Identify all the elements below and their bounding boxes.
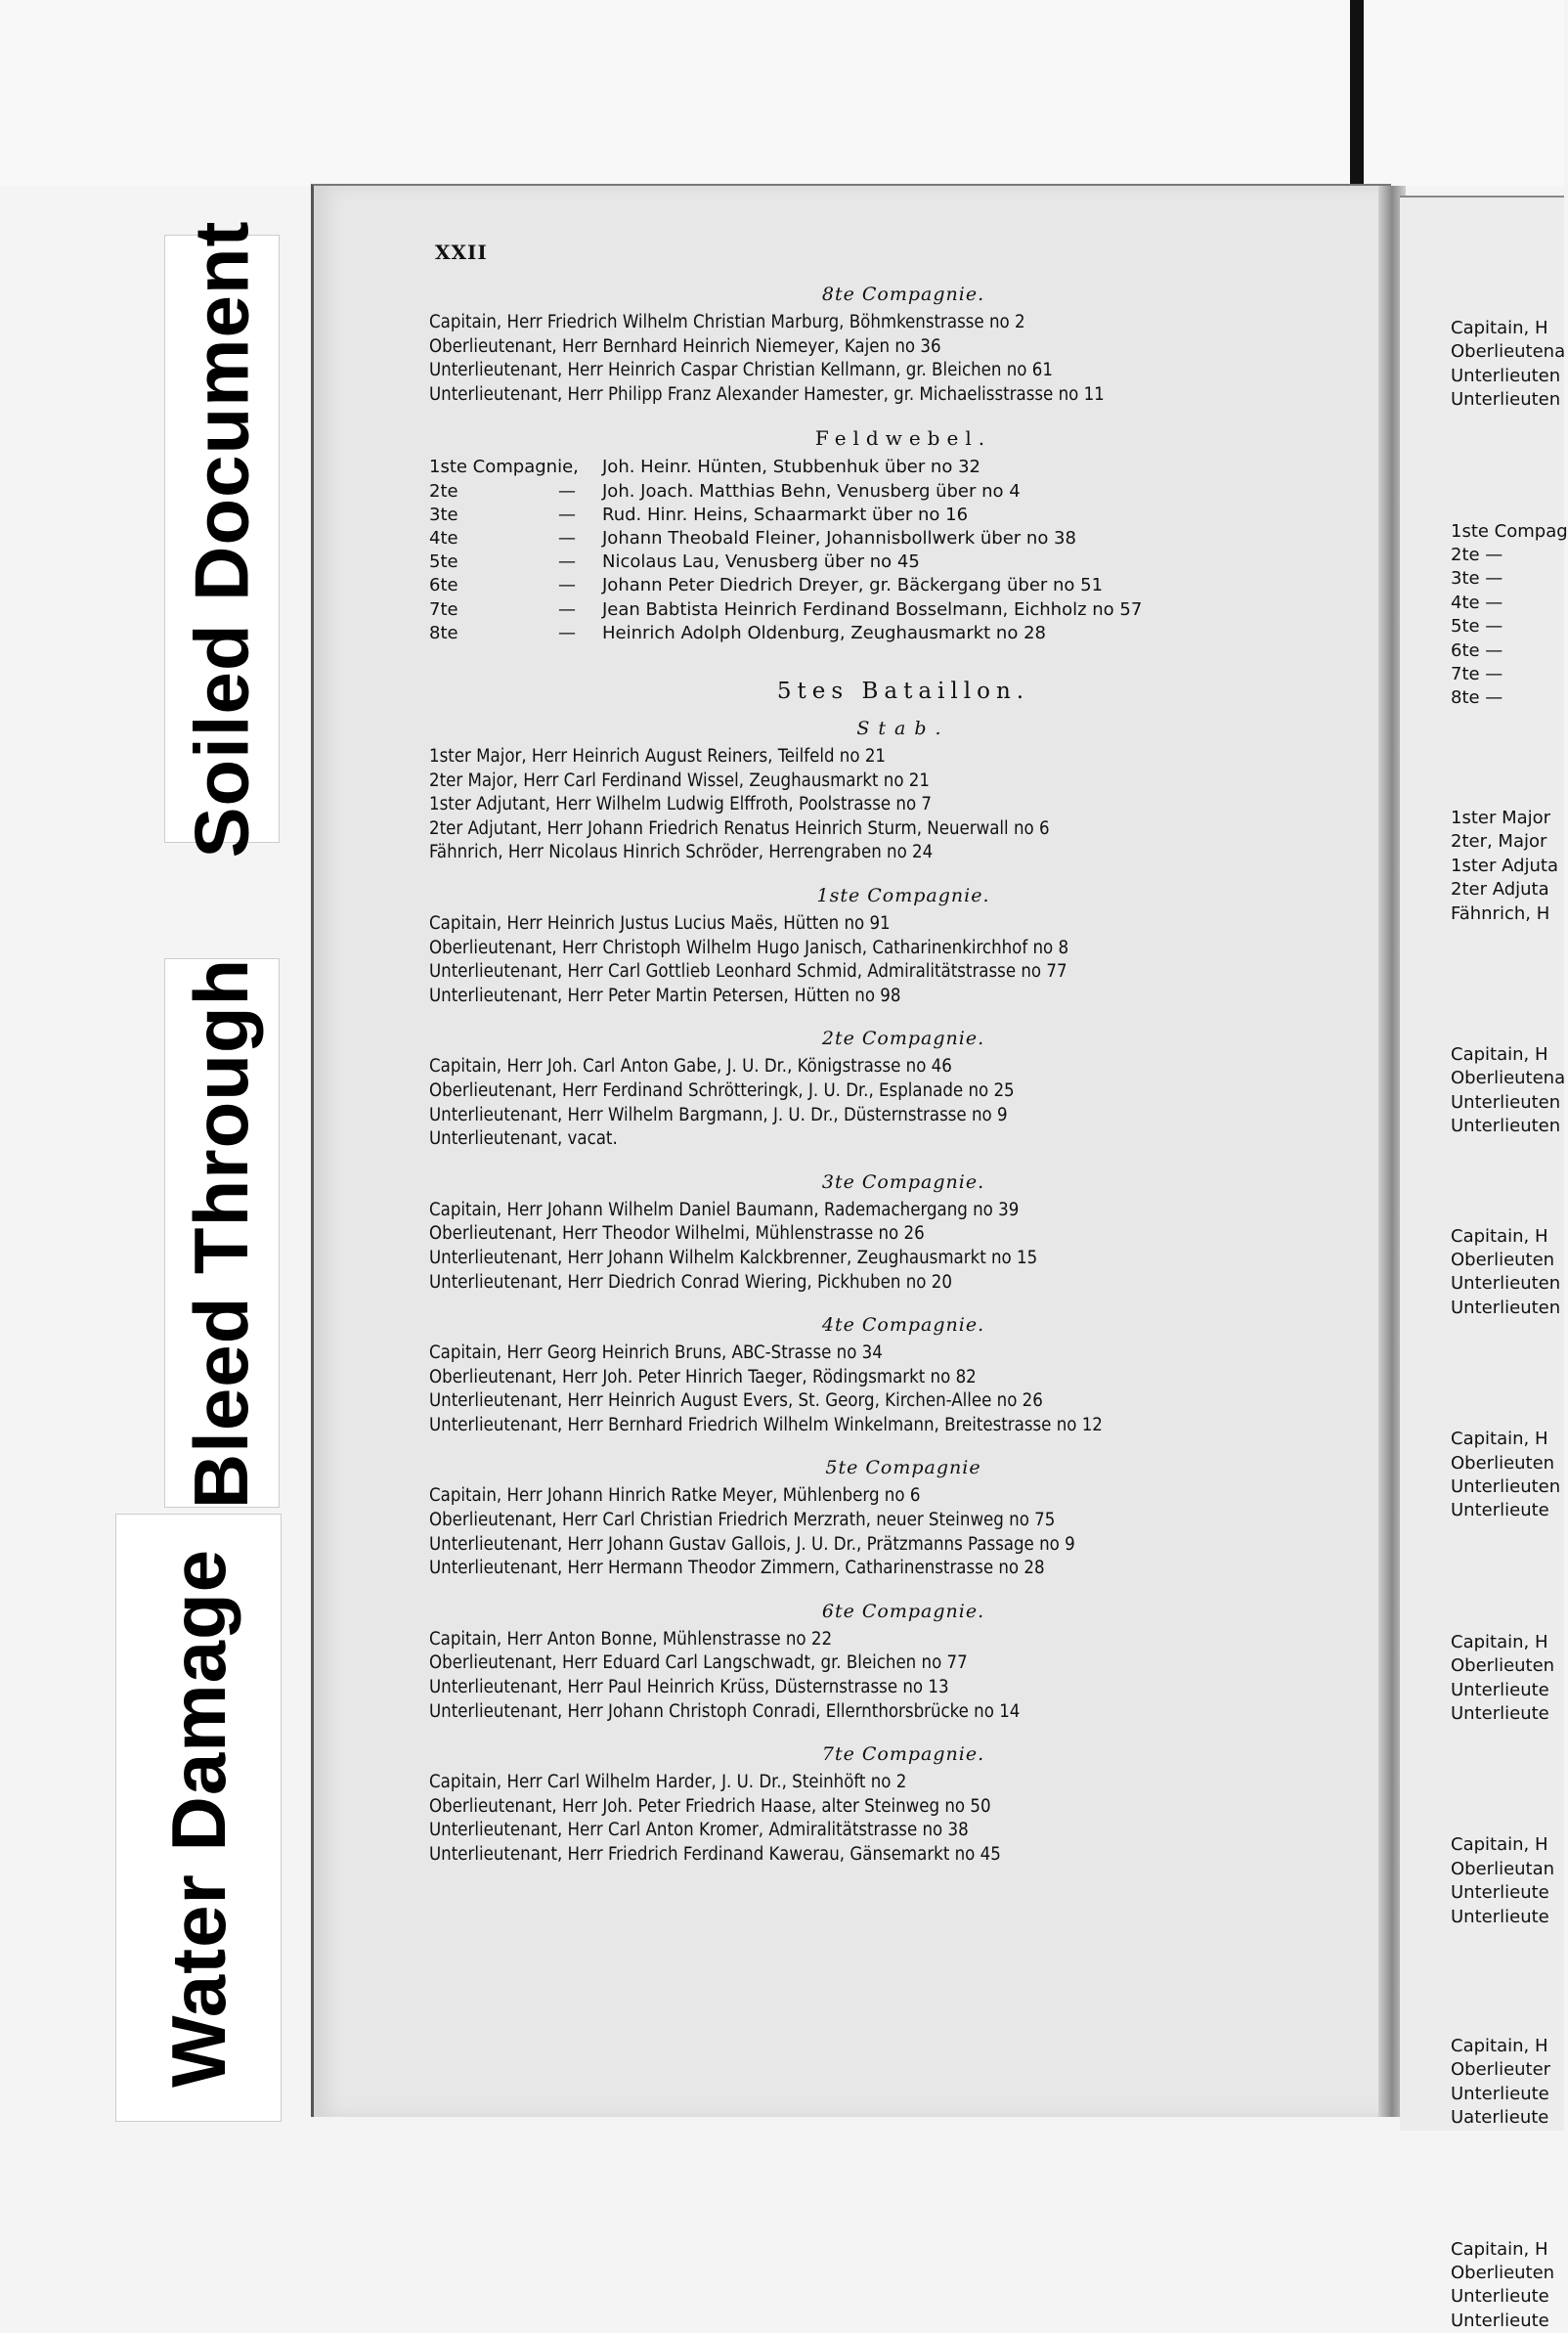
facing-page-line: Capitain, H (1451, 2238, 1548, 2260)
feldwebel-row (429, 504, 1377, 527)
staff-block (429, 718, 1377, 865)
label-bleed-text: Bleed Through (178, 957, 265, 1509)
feldwebel-company: 7te (429, 598, 458, 620)
officer-line: Oberlieutenant, Herr Ferdinand Schrötteringk, J. U. Dr., Esplanade no 25 (429, 1079, 1015, 1101)
facing-page-group (1400, 1833, 1568, 1929)
officer-line: Unterlieutenant, Herr Johann Christoph Conradi, Ellernthorsbrücke no 14 (429, 1700, 1021, 1722)
facing-page-line: 6te — (1451, 639, 1503, 661)
facing-page-line: Unterlieute (1451, 1906, 1549, 1927)
officer-line: Capitain, Herr Georg Heinrich Bruns, ABC-Strasse no 34 (429, 1343, 883, 1364)
facing-page-group (1400, 2238, 1568, 2333)
officer-line: Capitain, Herr Johann Hinrich Ratke Meyer, Mühlenberg no 6 (429, 1485, 921, 1507)
facing-page-line: Oberlieutan (1451, 1858, 1555, 1879)
facing-page-line: Capitain, H (1451, 1429, 1548, 1450)
facing-page-line: Capitain, H (1451, 1834, 1548, 1856)
facing-page-line: Oberlieutena (1451, 341, 1566, 363)
facing-page-line: Oberlieuten (1451, 1452, 1555, 1474)
facing-page-line: 1ster Adjuta (1451, 855, 1559, 876)
facing-page-group (1400, 1428, 1568, 1523)
officer-line: Oberlieutenant, Herr Eduard Carl Langschwadt, gr. Bleichen no 77 (429, 1652, 968, 1674)
facing-page-line: Unterlieuten (1451, 1475, 1561, 1497)
label-soiled-text: Soiled Document (178, 219, 265, 858)
feldwebel-company: 5te (429, 551, 458, 573)
facing-page-line: 1ste Compag (1451, 520, 1568, 542)
company-title: 4te Compagnie. (821, 1314, 985, 1337)
officer-line: Unterlieutenant, Herr Friedrich Ferdinand Kawerau, Gänsemarkt no 45 (429, 1844, 1001, 1865)
facing-page-line: Capitain, H (1451, 2036, 1548, 2057)
officer-line: Unterlieutenant, Herr Carl Gottlieb Leonhard Schmid, Admiralitätstrasse no 77 (429, 961, 1067, 983)
company-title: 6te Compagnie. (821, 1600, 985, 1622)
facing-page-line: 8te — (1451, 687, 1503, 709)
facing-page-group (1400, 1631, 1568, 1727)
feldwebel-dash: — (558, 480, 576, 502)
company-title: 8te Compagnie. (821, 284, 985, 305)
facing-page-line: Unterlieute (1451, 1703, 1549, 1724)
top-margin (0, 0, 1564, 186)
feldwebel-name: Jean Babtista Heinrich Ferdinand Bosselmann, Eichholz no 57 (602, 598, 1143, 620)
officer-line: Unterlieutenant, Herr Wilhelm Bargmann, J. U. Dr., Düsternstrasse no 9 (429, 1104, 1008, 1125)
facing-page-line: 2ter Adjuta (1451, 879, 1549, 901)
facing-page-line: Uaterlieute (1451, 2107, 1549, 2129)
feldwebel-company: 6te (429, 575, 458, 596)
feldwebel-company: 1ste Compagnie, (429, 457, 579, 478)
facing-page-group (1400, 1043, 1568, 1139)
officer-list (429, 311, 1377, 407)
company-block (429, 284, 1377, 407)
feldwebel-company: 3te (429, 504, 458, 525)
companies (429, 885, 1377, 1868)
officer-line: Unterlieutenant, Herr Carl Anton Kromer, Admiralitätstrasse no 38 (429, 1820, 969, 1841)
facing-page-line: Unterlieuten (1451, 1091, 1561, 1113)
company-block (429, 1457, 1377, 1580)
officer-line: Unterlieutenant, Herr Paul Heinrich Krüss, Düsternstrasse no 13 (429, 1677, 949, 1698)
feldwebel-row (429, 527, 1377, 550)
officer-line: Capitain, Herr Joh. Carl Anton Gabe, J. U. Dr., Königstrasse no 46 (429, 1056, 952, 1078)
staff-line: 2ter Adjutant, Herr Johann Friedrich Renatus Heinrich Sturm, Neuerwall no 6 (429, 817, 1050, 839)
page-content (429, 237, 1377, 1887)
facing-page-line: 2te — (1451, 545, 1503, 566)
battalion-title: 5tes Bataillon. (776, 679, 1030, 704)
feldwebel-name: Heinrich Adolph Oldenburg, Zeughausmarkt no 28 (602, 622, 1046, 643)
feldwebel-name: Rud. Hinr. Heins, Schaarmarkt über no 16 (602, 504, 969, 525)
officer-line: Capitain, Herr Anton Bonne, Mühlenstrasse no 22 (429, 1628, 833, 1650)
facing-page-line: Oberlieutena (1451, 1068, 1566, 1089)
staff-title: Stab. (856, 718, 950, 739)
feldwebel-dash: — (558, 551, 576, 573)
binding-edge-line (1350, 0, 1364, 210)
label-water-text: Water Damage (154, 1548, 241, 2088)
facing-page-line: Fähnrich, H (1451, 902, 1550, 924)
facing-page-group (1400, 807, 1568, 926)
facing-page-line: Oberlieuten (1451, 2263, 1555, 2284)
feldwebel-name: Joh. Heinr. Hünten, Stubbenhuk über no 32 (602, 457, 980, 478)
staff-list (429, 745, 1377, 865)
officer-line: Capitain, Herr Friedrich Wilhelm Christian Marburg, Böhmkenstrasse no 2 (429, 312, 1025, 332)
staff-line: 1ster Adjutant, Herr Wilhelm Ludwig Elffroth, Poolstrasse no 7 (429, 794, 933, 815)
officer-line: Unterlieutenant, vacat. (429, 1128, 618, 1150)
feldwebel-name: Nicolaus Lau, Venusberg über no 45 (602, 551, 920, 573)
page-number: XXII (435, 241, 488, 264)
feldwebel-company: 2te (429, 480, 458, 502)
feldwebel-row (429, 456, 1377, 479)
company-title: 3te Compagnie. (821, 1170, 985, 1193)
facing-page-group (1400, 1225, 1568, 1321)
officer-line: Unterlieutenant, Herr Hermann Theodor Zimmern, Catharinenstrasse no 28 (429, 1558, 1045, 1579)
label-soiled-document (164, 219, 280, 858)
feldwebel-dash: — (558, 622, 576, 643)
officer-line: Oberlieutenant, Herr Joh. Peter Friedrich Haase, alter Steinweg no 50 (429, 1795, 991, 1817)
facing-page-line: Unterlieuten (1451, 389, 1561, 411)
feldwebel-dash (532, 456, 602, 479)
company-title: 7te Compagnie. (821, 1743, 985, 1766)
facing-page-line: Capitain, H (1451, 1225, 1548, 1247)
facing-page-fragments (1400, 317, 1568, 2333)
facing-page-line: 5te — (1451, 616, 1503, 638)
facing-page-line: Unterlieuten (1451, 365, 1561, 386)
facing-page-line: Unterlieute (1451, 2286, 1549, 2308)
company-title: 1ste Compagnie. (816, 884, 990, 906)
facing-page-group (1400, 317, 1568, 413)
company-block (429, 1601, 1377, 1724)
facing-page-line: Unterlieute (1451, 2310, 1549, 2331)
officer-line: Oberlieutenant, Herr Bernhard Heinrich Niemeyer, Kajen no 36 (429, 335, 941, 357)
facing-page-line: Unterlieute (1451, 1882, 1549, 1904)
feldwebel-dash: — (558, 575, 576, 596)
facing-page-line: Oberlieuten (1451, 1655, 1555, 1677)
staff-line: Fähnrich, Herr Nicolaus Hinrich Schröder, Herrengraben no 24 (429, 842, 934, 863)
facing-page-group (1400, 2035, 1568, 2131)
facing-page-line: Capitain, H (1451, 318, 1548, 338)
feldwebel-company: 4te (429, 527, 458, 549)
officer-line: Unterlieutenant, Herr Johann Wilhelm Kalckbrenner, Zeughausmarkt no 15 (429, 1247, 1038, 1268)
company-block (429, 1314, 1377, 1437)
facing-page-line: Unterlieuten (1451, 1297, 1561, 1318)
officer-line: Oberlieutenant, Herr Joh. Peter Hinrich Taeger, Rödingsmarkt no 82 (429, 1366, 977, 1387)
document-page (311, 184, 1391, 2117)
facing-page-line: Unterlieuten (1451, 1273, 1561, 1295)
company-title: 2te Compagnie. (821, 1028, 985, 1050)
officer-line: Unterlieutenant, Herr Johann Gustav Gallois, J. U. Dr., Prätzmanns Passage no 9 (429, 1533, 1075, 1555)
facing-page (1400, 196, 1568, 2331)
officer-line: Capitain, Herr Johann Wilhelm Daniel Baumann, Rademachergang no 39 (429, 1199, 1020, 1220)
feldwebel-dash: — (558, 527, 576, 549)
officer-line: Unterlieutenant, Herr Diedrich Conrad Wiering, Pickhuben no 20 (429, 1271, 952, 1293)
officer-line: Oberlieutenant, Herr Christoph Wilhelm Hugo Janisch, Catharinenkirchhof no 8 (429, 937, 1069, 958)
feldwebel-row (429, 622, 1377, 645)
facing-page-line: Unterlieute (1451, 1500, 1549, 1521)
label-water-damage (115, 1514, 282, 2122)
officer-line: Unterlieutenant, Herr Philipp Franz Alexander Hamester, gr. Michaelisstrasse no 11 (429, 383, 1105, 405)
feldwebel-row (429, 480, 1377, 504)
facing-page-line: Oberlieuter (1451, 2059, 1551, 2081)
facing-page-line: Capitain, H (1451, 1043, 1548, 1065)
feldwebel-title: Feldwebel. (814, 426, 992, 451)
staff-line: 2ter Major, Herr Carl Ferdinand Wissel, Zeughausmarkt no 21 (429, 770, 930, 791)
facing-page-line: Oberlieuten (1451, 1249, 1555, 1270)
feldwebel-name: Johann Peter Diedrich Dreyer, gr. Bäckergang über no 51 (602, 575, 1104, 596)
company-title: 5te Compagnie (825, 1457, 981, 1479)
staff-line: 1ster Major, Herr Heinrich August Reiners, Teilfeld no 21 (429, 746, 886, 767)
facing-page-line: 7te — (1451, 664, 1503, 685)
feldwebel-company: 8te (429, 622, 458, 643)
company-block (429, 1743, 1377, 1867)
facing-page-line: Unterlieuten (1451, 1116, 1561, 1137)
officer-line: Oberlieutenant, Herr Theodor Wilhelmi, Mühlenstrasse no 26 (429, 1223, 925, 1245)
company-block (429, 885, 1377, 1008)
feldwebel-block (429, 426, 1377, 645)
feldwebel-name: Johann Theobald Fleiner, Johannisbollwerk über no 38 (602, 527, 1076, 549)
officer-line: Unterlieutenant, Herr Peter Martin Petersen, Hütten no 98 (429, 985, 901, 1006)
officer-line: Capitain, Herr Heinrich Justus Lucius Maës, Hütten no 91 (429, 912, 891, 934)
officer-line: Oberlieutenant, Herr Carl Christian Friedrich Merzrath, neuer Steinweg no 75 (429, 1510, 1056, 1531)
company-block (429, 1028, 1377, 1151)
facing-page-line: 4te — (1451, 592, 1503, 613)
feldwebel-row (429, 574, 1377, 597)
feldwebel-list (429, 456, 1377, 645)
feldwebel-dash: — (558, 598, 576, 620)
feldwebel-row (429, 550, 1377, 574)
facing-page-line: Unterlieute (1451, 2083, 1549, 2104)
feldwebel-name: Joh. Joach. Matthias Behn, Venusberg über no 4 (602, 480, 1021, 502)
facing-page-line: 2ter, Major (1451, 831, 1547, 853)
feldwebel-dash: — (558, 504, 576, 525)
facing-page-line: 3te — (1451, 568, 1503, 590)
company-block (429, 1171, 1377, 1295)
officer-line: Capitain, Herr Carl Wilhelm Harder, J. U. Dr., Steinhöft no 2 (429, 1772, 907, 1793)
facing-page-group (1400, 520, 1568, 711)
officer-line: Unterlieutenant, Herr Heinrich August Evers, St. Georg, Kirchen-Allee no 26 (429, 1390, 1043, 1412)
label-bleed-through (164, 958, 280, 1508)
officer-line: Unterlieutenant, Herr Heinrich Caspar Christian Kellmann, gr. Bleichen no 61 (429, 360, 1053, 381)
feldwebel-row (429, 598, 1377, 622)
facing-page-line: Capitain, H (1451, 1631, 1548, 1652)
facing-page-line: Unterlieute (1451, 1679, 1549, 1700)
officer-line: Unterlieutenant, Herr Bernhard Friedrich Wilhelm Winkelmann, Breitestrasse no 12 (429, 1414, 1103, 1435)
facing-page-line: 1ster Major (1451, 807, 1551, 828)
